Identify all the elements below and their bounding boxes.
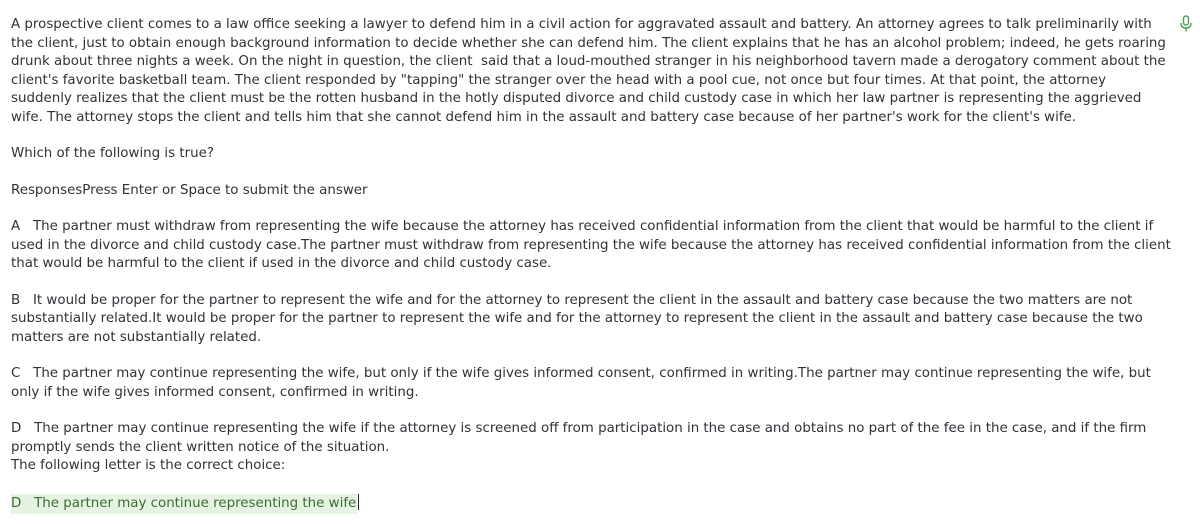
option-b[interactable] (11, 292, 1171, 348)
option-letter: D (11, 421, 22, 436)
answer-text: The partner may continue representing the wife (34, 495, 357, 511)
microphone-icon[interactable] (1179, 15, 1193, 33)
option-letter: C (11, 366, 21, 381)
option-text: The partner may continue representing the wife if the attorney is screened off from participation in the case and obtains no part of the fee in the case, and if the firm promptly sends the client written notice of the situation. (11, 421, 1151, 455)
option-letter: B (11, 292, 21, 308)
answer-letter: D (11, 495, 22, 511)
chat-message (11, 16, 1176, 514)
response-instructions: ResponsesPress Enter or Space to submit the answer (11, 182, 368, 198)
answer-highlight (11, 494, 357, 515)
answer-intro: The following letter is the correct choice: (11, 458, 286, 473)
option-text: The partner may continue representing the wife, but only if the wife gives informed consent, confirmed in writing.The partner may continue representing the wife, but only if the wife gives informed consent, confirmed in writing. (11, 366, 1156, 400)
text-cursor (358, 494, 359, 510)
answer-line[interactable] (11, 494, 1171, 515)
question-stem: A prospective client comes to a law office seeking a lawyer to defend him in a civil action for aggravated assault and battery. An attorney agrees to talk preliminarily with the client, just to obtain enough background information to decide whether she can defend him. The client explains that he has an alcohol problem; indeed, he gets roaring drunk about three nights a week. On the night in question, the client said that a loud-mouthed stranger in his neighborhood tavern made a derogatory comment about the client's favorite basketball team. The client responded by "tapping" the stranger over the head with a pool cue, not once but four times. At that point, the attorney suddenly realizes that the client must be the rotten husband in the hotly disputed divorce and child custody case in which her law partner is representing the aggrieved wife. The attorney stops the client and tells him that she cannot defend him in the assault and battery case because of her partner's work for the client's wife. (11, 17, 1171, 125)
option-text: It would be proper for the partner to represent the wife and for the attorney to represent the client in the assault and battery case because the two matters are not substantially related.It would be proper for the partner to represent the wife and for the attorney to represent the client in the assault and battery case because the two matters are not substantially related. (11, 292, 1148, 345)
question-prompt: Which of the following is true? (11, 146, 214, 161)
option-letter: A (11, 219, 21, 234)
option-d[interactable] (11, 420, 1171, 457)
option-text: The partner must withdraw from representing the wife because the attorney has received confidential information from the client that would be harmful to the client if used in the divorce and child custody case.The partner must withdraw from representing the wife because the attorney has received confidential information from the client that would be harmful to the client if used in the divorce and child custody case. (11, 219, 1176, 271)
option-a[interactable] (11, 218, 1176, 274)
option-c[interactable] (11, 365, 1171, 402)
